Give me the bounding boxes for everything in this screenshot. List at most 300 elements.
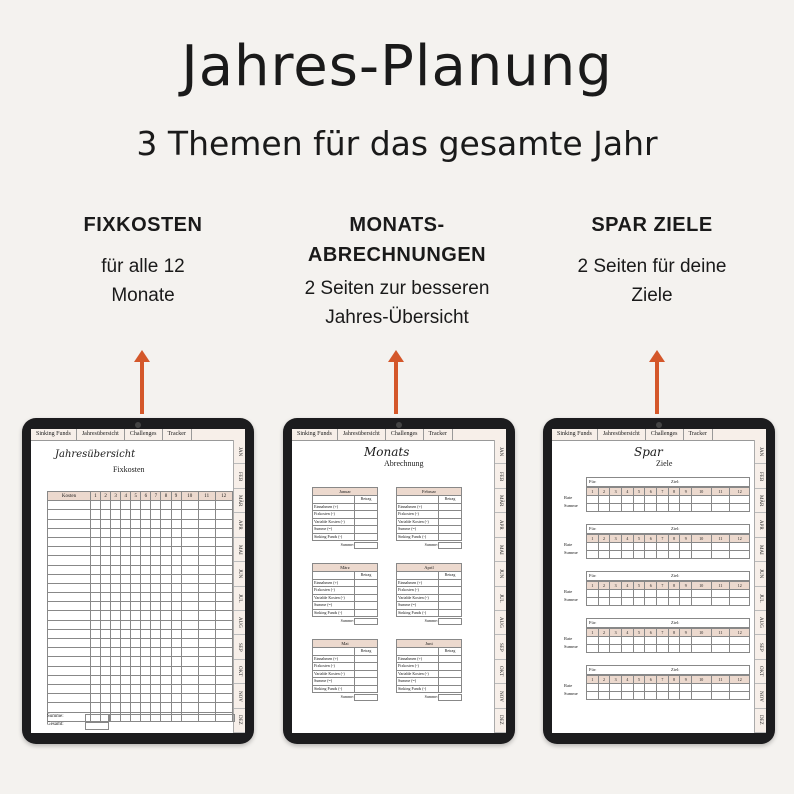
table-cell[interactable] bbox=[91, 574, 101, 583]
tab-challenges[interactable]: Challenges bbox=[125, 429, 163, 440]
table-cell[interactable] bbox=[91, 629, 101, 638]
table-cell[interactable] bbox=[48, 694, 91, 703]
table-cell[interactable] bbox=[101, 565, 111, 574]
table-cell[interactable] bbox=[215, 657, 232, 666]
table-cell[interactable] bbox=[101, 657, 111, 666]
table-cell[interactable] bbox=[48, 648, 91, 657]
sum-cell[interactable] bbox=[730, 551, 750, 559]
table-cell[interactable] bbox=[121, 593, 131, 602]
table-cell[interactable] bbox=[171, 611, 181, 620]
table-cell[interactable] bbox=[215, 574, 232, 583]
table-cell[interactable] bbox=[111, 510, 121, 519]
rate-cell[interactable] bbox=[645, 684, 657, 692]
rate-cell[interactable] bbox=[610, 496, 622, 504]
table-cell[interactable] bbox=[198, 519, 215, 528]
table-cell[interactable] bbox=[181, 574, 198, 583]
table-cell[interactable] bbox=[181, 620, 198, 629]
table-cell[interactable] bbox=[171, 694, 181, 703]
table-cell[interactable] bbox=[101, 556, 111, 565]
table-cell[interactable] bbox=[161, 593, 171, 602]
table-cell[interactable] bbox=[141, 657, 151, 666]
sum-cell[interactable] bbox=[692, 598, 711, 606]
sum-cell[interactable] bbox=[587, 692, 599, 700]
sum-cell[interactable] bbox=[711, 504, 730, 512]
table-cell[interactable] bbox=[215, 565, 232, 574]
table-cell[interactable] bbox=[215, 648, 232, 657]
table-cell[interactable] bbox=[198, 593, 215, 602]
table-cell[interactable] bbox=[48, 593, 91, 602]
table-cell[interactable] bbox=[48, 565, 91, 574]
table-cell[interactable] bbox=[151, 703, 161, 712]
table-cell[interactable] bbox=[111, 694, 121, 703]
rate-cell[interactable] bbox=[657, 590, 669, 598]
month-tab[interactable]: JUN bbox=[234, 562, 245, 586]
table-cell[interactable] bbox=[121, 703, 131, 712]
rate-cell[interactable] bbox=[622, 496, 634, 504]
table-cell[interactable] bbox=[131, 648, 141, 657]
table-cell[interactable] bbox=[101, 684, 111, 693]
table-cell[interactable] bbox=[181, 501, 198, 510]
table-cell[interactable] bbox=[198, 556, 215, 565]
table-cell[interactable] bbox=[171, 528, 181, 537]
rate-cell[interactable] bbox=[633, 590, 645, 598]
table-cell[interactable] bbox=[151, 611, 161, 620]
table-cell[interactable] bbox=[171, 629, 181, 638]
table-cell[interactable] bbox=[181, 556, 198, 565]
table-cell[interactable] bbox=[151, 648, 161, 657]
sum-cell[interactable] bbox=[730, 692, 750, 700]
table-cell[interactable] bbox=[91, 528, 101, 537]
rate-cell[interactable] bbox=[680, 637, 692, 645]
rate-cell[interactable] bbox=[598, 543, 610, 551]
table-cell[interactable] bbox=[171, 703, 181, 712]
table-cell[interactable] bbox=[131, 602, 141, 611]
month-tab[interactable]: JUL bbox=[495, 587, 506, 611]
table-cell[interactable] bbox=[215, 620, 232, 629]
table-cell[interactable] bbox=[91, 602, 101, 611]
rate-cell[interactable] bbox=[610, 637, 622, 645]
tab-sinking-funds[interactable]: Sinking Funds bbox=[552, 429, 598, 440]
sum-cell[interactable] bbox=[711, 598, 730, 606]
table-cell[interactable] bbox=[141, 666, 151, 675]
box-row[interactable] bbox=[396, 686, 462, 694]
month-tab[interactable]: JUL bbox=[234, 587, 245, 611]
month-tab[interactable]: JUN bbox=[755, 562, 766, 586]
table-cell[interactable] bbox=[141, 648, 151, 657]
table-cell[interactable] bbox=[141, 639, 151, 648]
table-cell[interactable] bbox=[111, 611, 121, 620]
table-cell[interactable] bbox=[171, 666, 181, 675]
month-tab[interactable]: NOV bbox=[495, 684, 506, 708]
table-cell[interactable] bbox=[91, 537, 101, 546]
table-cell[interactable] bbox=[131, 556, 141, 565]
table-cell[interactable] bbox=[161, 574, 171, 583]
table-cell[interactable] bbox=[161, 556, 171, 565]
table-cell[interactable] bbox=[131, 639, 141, 648]
table-cell[interactable] bbox=[131, 565, 141, 574]
rate-cell[interactable] bbox=[668, 590, 680, 598]
sum-cell[interactable] bbox=[598, 504, 610, 512]
rate-cell[interactable] bbox=[645, 590, 657, 598]
table-cell[interactable] bbox=[181, 519, 198, 528]
rate-cell[interactable] bbox=[598, 590, 610, 598]
table-cell[interactable] bbox=[131, 675, 141, 684]
table-cell[interactable] bbox=[111, 639, 121, 648]
month-tab[interactable]: JAN bbox=[495, 440, 506, 464]
month-tab[interactable]: NOV bbox=[234, 684, 245, 708]
table-cell[interactable] bbox=[101, 703, 111, 712]
table-cell[interactable] bbox=[141, 574, 151, 583]
table-cell[interactable] bbox=[161, 666, 171, 675]
month-tab[interactable]: JAN bbox=[234, 440, 245, 464]
table-cell[interactable] bbox=[91, 547, 101, 556]
table-cell[interactable] bbox=[101, 537, 111, 546]
table-cell[interactable] bbox=[91, 684, 101, 693]
rate-cell[interactable] bbox=[657, 543, 669, 551]
month-tab[interactable]: FEB bbox=[495, 464, 506, 488]
table-cell[interactable] bbox=[215, 510, 232, 519]
tab-jahresuebersicht[interactable]: Jahresübersicht bbox=[598, 429, 646, 440]
rate-cell[interactable] bbox=[730, 590, 750, 598]
table-cell[interactable] bbox=[181, 537, 198, 546]
box-row[interactable] bbox=[312, 511, 378, 519]
table-cell[interactable] bbox=[101, 519, 111, 528]
table-cell[interactable] bbox=[171, 583, 181, 592]
month-tab[interactable]: SEP bbox=[234, 635, 245, 659]
rate-cell[interactable] bbox=[668, 496, 680, 504]
sum-cell[interactable] bbox=[633, 551, 645, 559]
box-row[interactable] bbox=[396, 678, 462, 686]
table-cell[interactable] bbox=[121, 611, 131, 620]
box-row[interactable] bbox=[312, 602, 378, 610]
table-cell[interactable] bbox=[151, 547, 161, 556]
month-tab[interactable]: JUL bbox=[755, 587, 766, 611]
sum-cell[interactable] bbox=[657, 645, 669, 653]
sum-cell[interactable] bbox=[692, 692, 711, 700]
table-cell[interactable] bbox=[215, 519, 232, 528]
table-cell[interactable] bbox=[131, 547, 141, 556]
table-cell[interactable] bbox=[141, 593, 151, 602]
table-cell[interactable] bbox=[111, 519, 121, 528]
table-cell[interactable] bbox=[171, 675, 181, 684]
rate-cell[interactable] bbox=[633, 684, 645, 692]
table-cell[interactable] bbox=[101, 694, 111, 703]
table-cell[interactable] bbox=[48, 639, 91, 648]
month-tab[interactable]: OKT bbox=[234, 660, 245, 684]
table-cell[interactable] bbox=[151, 602, 161, 611]
table-cell[interactable] bbox=[198, 694, 215, 703]
rate-cell[interactable] bbox=[598, 637, 610, 645]
table-cell[interactable] bbox=[141, 501, 151, 510]
table-cell[interactable] bbox=[91, 583, 101, 592]
table-cell[interactable] bbox=[121, 528, 131, 537]
table-cell[interactable] bbox=[131, 501, 141, 510]
table-cell[interactable] bbox=[91, 657, 101, 666]
table-cell[interactable] bbox=[151, 684, 161, 693]
sum-cell[interactable] bbox=[668, 645, 680, 653]
sum-cell[interactable] bbox=[668, 598, 680, 606]
table-cell[interactable] bbox=[181, 629, 198, 638]
table-cell[interactable] bbox=[161, 528, 171, 537]
sum-cell[interactable] bbox=[657, 551, 669, 559]
table-cell[interactable] bbox=[48, 611, 91, 620]
table-cell[interactable] bbox=[141, 629, 151, 638]
table-cell[interactable] bbox=[151, 629, 161, 638]
box-row[interactable] bbox=[312, 587, 378, 595]
rate-cell[interactable] bbox=[645, 496, 657, 504]
table-cell[interactable] bbox=[91, 519, 101, 528]
table-cell[interactable] bbox=[111, 666, 121, 675]
table-cell[interactable] bbox=[181, 583, 198, 592]
table-cell[interactable] bbox=[141, 611, 151, 620]
box-row[interactable] bbox=[396, 671, 462, 679]
table-cell[interactable] bbox=[101, 593, 111, 602]
table-cell[interactable] bbox=[121, 510, 131, 519]
sum-cell[interactable] bbox=[680, 551, 692, 559]
sum-cell[interactable] bbox=[711, 551, 730, 559]
table-cell[interactable] bbox=[198, 648, 215, 657]
table-cell[interactable] bbox=[161, 501, 171, 510]
table-cell[interactable] bbox=[48, 602, 91, 611]
table-cell[interactable] bbox=[181, 648, 198, 657]
table-cell[interactable] bbox=[215, 639, 232, 648]
table-cell[interactable] bbox=[121, 547, 131, 556]
month-tab[interactable]: AUG bbox=[495, 611, 506, 635]
box-row[interactable] bbox=[396, 504, 462, 512]
table-cell[interactable] bbox=[101, 528, 111, 537]
table-cell[interactable] bbox=[215, 694, 232, 703]
table-cell[interactable] bbox=[121, 675, 131, 684]
table-cell[interactable] bbox=[161, 639, 171, 648]
month-tab[interactable]: FEB bbox=[755, 464, 766, 488]
rate-cell[interactable] bbox=[587, 684, 599, 692]
table-cell[interactable] bbox=[131, 574, 141, 583]
table-cell[interactable] bbox=[181, 565, 198, 574]
tab-challenges[interactable]: Challenges bbox=[646, 429, 684, 440]
month-tab[interactable]: DEZ bbox=[234, 709, 245, 733]
table-cell[interactable] bbox=[151, 528, 161, 537]
rate-cell[interactable] bbox=[711, 684, 730, 692]
table-cell[interactable] bbox=[198, 547, 215, 556]
sum-cell[interactable] bbox=[657, 598, 669, 606]
table-cell[interactable] bbox=[121, 657, 131, 666]
sum-cell[interactable] bbox=[587, 551, 599, 559]
table-cell[interactable] bbox=[141, 620, 151, 629]
table-cell[interactable] bbox=[131, 519, 141, 528]
sum-cell[interactable] bbox=[668, 504, 680, 512]
rate-cell[interactable] bbox=[622, 637, 634, 645]
table-cell[interactable] bbox=[171, 537, 181, 546]
table-cell[interactable] bbox=[198, 574, 215, 583]
table-cell[interactable] bbox=[161, 537, 171, 546]
table-cell[interactable] bbox=[198, 629, 215, 638]
table-cell[interactable] bbox=[48, 657, 91, 666]
sum-cell[interactable] bbox=[633, 692, 645, 700]
table-cell[interactable] bbox=[111, 648, 121, 657]
table-cell[interactable] bbox=[198, 583, 215, 592]
table-cell[interactable] bbox=[121, 648, 131, 657]
box-row[interactable] bbox=[396, 534, 462, 542]
table-cell[interactable] bbox=[101, 583, 111, 592]
table-cell[interactable] bbox=[181, 657, 198, 666]
sum-cell[interactable] bbox=[633, 598, 645, 606]
tab-tracker[interactable]: Tracker bbox=[163, 429, 192, 440]
table-cell[interactable] bbox=[141, 519, 151, 528]
table-cell[interactable] bbox=[171, 639, 181, 648]
table-cell[interactable] bbox=[151, 657, 161, 666]
table-cell[interactable] bbox=[151, 565, 161, 574]
table-cell[interactable] bbox=[171, 574, 181, 583]
sum-cell[interactable] bbox=[587, 645, 599, 653]
table-cell[interactable] bbox=[181, 675, 198, 684]
rate-cell[interactable] bbox=[680, 590, 692, 598]
sum-cell[interactable] bbox=[645, 551, 657, 559]
sum-cell[interactable] bbox=[610, 645, 622, 653]
tab-challenges[interactable]: Challenges bbox=[386, 429, 424, 440]
table-cell[interactable] bbox=[181, 703, 198, 712]
table-cell[interactable] bbox=[141, 556, 151, 565]
table-cell[interactable] bbox=[48, 510, 91, 519]
table-cell[interactable] bbox=[131, 510, 141, 519]
table-cell[interactable] bbox=[48, 583, 91, 592]
table-cell[interactable] bbox=[121, 684, 131, 693]
table-cell[interactable] bbox=[131, 528, 141, 537]
table-cell[interactable] bbox=[101, 510, 111, 519]
rate-cell[interactable] bbox=[668, 637, 680, 645]
rate-cell[interactable] bbox=[730, 684, 750, 692]
box-row[interactable] bbox=[312, 580, 378, 588]
table-cell[interactable] bbox=[101, 574, 111, 583]
table-cell[interactable] bbox=[48, 620, 91, 629]
sum-cell[interactable] bbox=[622, 504, 634, 512]
table-cell[interactable] bbox=[198, 611, 215, 620]
table-cell[interactable] bbox=[131, 620, 141, 629]
table-cell[interactable] bbox=[121, 501, 131, 510]
table-cell[interactable] bbox=[91, 620, 101, 629]
table-cell[interactable] bbox=[141, 694, 151, 703]
table-cell[interactable] bbox=[171, 593, 181, 602]
table-cell[interactable] bbox=[131, 666, 141, 675]
box-row[interactable] bbox=[312, 656, 378, 664]
table-cell[interactable] bbox=[215, 501, 232, 510]
table-cell[interactable] bbox=[161, 602, 171, 611]
table-cell[interactable] bbox=[111, 537, 121, 546]
rate-cell[interactable] bbox=[633, 496, 645, 504]
table-cell[interactable] bbox=[111, 547, 121, 556]
table-cell[interactable] bbox=[215, 602, 232, 611]
sum-cell[interactable] bbox=[692, 551, 711, 559]
table-cell[interactable] bbox=[48, 528, 91, 537]
rate-cell[interactable] bbox=[730, 543, 750, 551]
sum-field[interactable] bbox=[85, 714, 109, 722]
tab-sinking-funds[interactable]: Sinking Funds bbox=[292, 429, 338, 440]
table-cell[interactable] bbox=[121, 694, 131, 703]
table-cell[interactable] bbox=[91, 565, 101, 574]
box-row[interactable] bbox=[312, 663, 378, 671]
table-cell[interactable] bbox=[198, 639, 215, 648]
rate-cell[interactable] bbox=[622, 684, 634, 692]
sum-cell[interactable] bbox=[622, 692, 634, 700]
box-row[interactable] bbox=[312, 595, 378, 603]
month-tab[interactable]: DEZ bbox=[755, 709, 766, 733]
rate-cell[interactable] bbox=[657, 684, 669, 692]
rate-cell[interactable] bbox=[680, 684, 692, 692]
table-cell[interactable] bbox=[121, 620, 131, 629]
rate-cell[interactable] bbox=[692, 496, 711, 504]
table-cell[interactable] bbox=[161, 565, 171, 574]
table-cell[interactable] bbox=[131, 593, 141, 602]
table-cell[interactable] bbox=[111, 657, 121, 666]
rate-cell[interactable] bbox=[622, 590, 634, 598]
table-cell[interactable] bbox=[48, 537, 91, 546]
table-cell[interactable] bbox=[121, 629, 131, 638]
table-cell[interactable] bbox=[198, 620, 215, 629]
sum-cell[interactable] bbox=[657, 692, 669, 700]
table-cell[interactable] bbox=[48, 684, 91, 693]
sum-cell[interactable] bbox=[598, 692, 610, 700]
table-cell[interactable] bbox=[111, 684, 121, 693]
box-row[interactable] bbox=[396, 580, 462, 588]
table-cell[interactable] bbox=[101, 611, 111, 620]
table-cell[interactable] bbox=[181, 593, 198, 602]
table-cell[interactable] bbox=[101, 501, 111, 510]
table-cell[interactable] bbox=[91, 666, 101, 675]
sum-cell[interactable] bbox=[610, 504, 622, 512]
rate-cell[interactable] bbox=[711, 637, 730, 645]
rate-cell[interactable] bbox=[680, 543, 692, 551]
table-cell[interactable] bbox=[171, 657, 181, 666]
table-cell[interactable] bbox=[91, 611, 101, 620]
month-tab[interactable]: OKT bbox=[755, 660, 766, 684]
table-cell[interactable] bbox=[171, 565, 181, 574]
table-cell[interactable] bbox=[131, 537, 141, 546]
month-tab[interactable]: APR bbox=[755, 513, 766, 537]
table-cell[interactable] bbox=[151, 620, 161, 629]
table-cell[interactable] bbox=[171, 602, 181, 611]
sum-cell[interactable] bbox=[645, 504, 657, 512]
box-row[interactable] bbox=[396, 656, 462, 664]
table-cell[interactable] bbox=[198, 657, 215, 666]
table-cell[interactable] bbox=[215, 629, 232, 638]
table-cell[interactable] bbox=[198, 666, 215, 675]
tab-tracker[interactable]: Tracker bbox=[424, 429, 453, 440]
table-cell[interactable] bbox=[161, 519, 171, 528]
rate-cell[interactable] bbox=[610, 684, 622, 692]
box-row[interactable] bbox=[396, 663, 462, 671]
table-cell[interactable] bbox=[91, 510, 101, 519]
table-cell[interactable] bbox=[181, 694, 198, 703]
total-field[interactable] bbox=[85, 722, 109, 730]
table-cell[interactable] bbox=[101, 547, 111, 556]
table-cell[interactable] bbox=[101, 648, 111, 657]
month-tab[interactable]: APR bbox=[495, 513, 506, 537]
table-cell[interactable] bbox=[161, 684, 171, 693]
sum-cell[interactable] bbox=[668, 551, 680, 559]
sum-cell[interactable] bbox=[587, 598, 599, 606]
month-tab[interactable]: DEZ bbox=[495, 709, 506, 733]
table-cell[interactable] bbox=[198, 684, 215, 693]
rate-cell[interactable] bbox=[587, 637, 599, 645]
rate-cell[interactable] bbox=[711, 590, 730, 598]
table-cell[interactable] bbox=[215, 547, 232, 556]
sum-cell[interactable] bbox=[680, 504, 692, 512]
sum-cell[interactable] bbox=[668, 692, 680, 700]
table-cell[interactable] bbox=[141, 602, 151, 611]
table-cell[interactable] bbox=[101, 629, 111, 638]
sum-cell[interactable] bbox=[622, 551, 634, 559]
sum-cell[interactable] bbox=[645, 692, 657, 700]
table-cell[interactable] bbox=[161, 611, 171, 620]
